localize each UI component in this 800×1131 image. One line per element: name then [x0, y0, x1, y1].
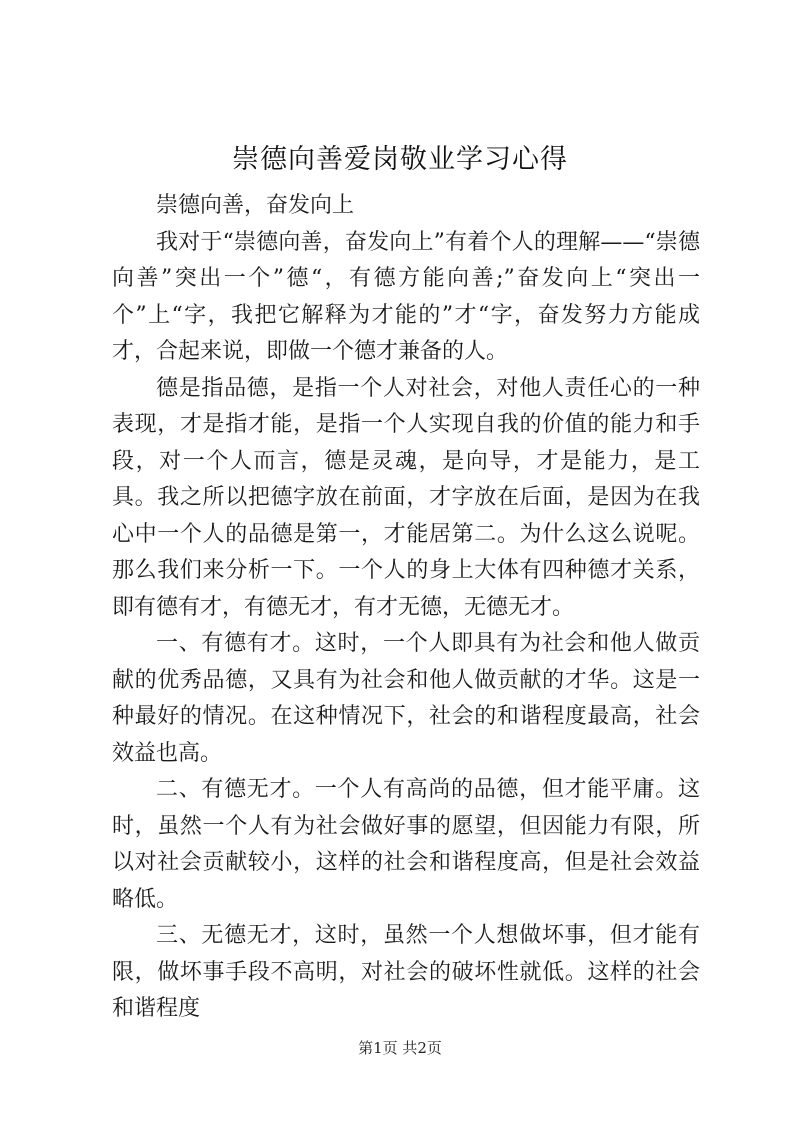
paragraph-subtitle: 崇德向善，奋发向上	[156, 193, 355, 218]
paragraph-case-two: 二、有德无才。一个人有高尚的品德，但才能平庸。这时，虽然一个人有为社会做好事的愿望，但因能力有限，所以对社会贡献较小，这样的社会和谐程度高，但是社会效益略低。	[112, 777, 700, 912]
paragraph-case-three: 三、无德无才，这时，虽然一个人想做坏事，但才能有限，做坏事手段不高明，对社会的破坏性就低。这样的社会和谐程度	[112, 923, 700, 1021]
document-body	[112, 188, 700, 1028]
page-footer: 第1页 共2页	[358, 1039, 442, 1057]
paragraph-virtue-talent: 德是指品德，是指一个人对社会，对他人责任心的一种表现，才是指才能，是指一个人实现自我的价值的能力和手段，对一个人而言，德是灵魂，是向导，才是能力，是工具。我之所以把德字放在前面，才字放在后面，是因为在我心中一个人的品德是第一，才能居第二。为什么这么说呢。那么我们来分析一下。一个人的身上大体有四种德才关系，即有德有才，有德无才，有才无德，无德无才。	[112, 375, 700, 620]
paragraph-understanding: 我对于“崇德向善，奋发向上”有着个人的理解——“崇德向善”突出一个”德“，有德方能向善;”奋发向上“突出一个”上“字，我把它解释为才能的”才“字，奋发努力方能成才，合起来说，即做一个德才兼备的人。	[112, 229, 700, 364]
paragraph-case-one: 一、有德有才。这时，一个人即具有为社会和他人做贡献的优秀品德，又具有为社会和他人做贡献的才华。这是一种最好的情况。在这种情况下，社会的和谐程度最高，社会效益也高。	[112, 631, 700, 766]
document-title: 崇德向善爱岗敬业学习心得	[232, 144, 568, 175]
